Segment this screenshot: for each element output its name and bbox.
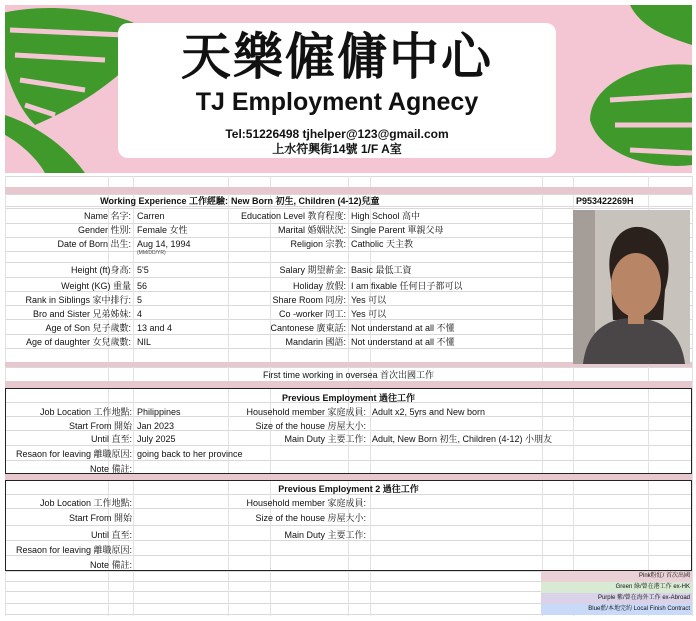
start-value: Jan 2023: [137, 421, 175, 431]
separator-row: [5, 187, 692, 194]
profile-field-value: 13 and 4: [137, 323, 173, 333]
profile-field-value: Female 女性: [137, 225, 188, 235]
job-location-label: Job Location 工作地點:: [39, 498, 132, 508]
note-label: Note 備註:: [89, 560, 132, 570]
until-label: Until 直至:: [90, 530, 132, 540]
profile-field-label: Rank in Siblings 家中排行:: [25, 295, 131, 305]
reason-value: going back to her province: [137, 449, 243, 459]
profile-field-label: Height (ft)身高:: [70, 265, 131, 275]
working-experience-value: New Born 初生, Children (4-12)兒童: [231, 196, 380, 206]
profile-field-value: Not understand at all 不懂: [351, 323, 455, 333]
start-label: Start From 開始: [68, 513, 132, 523]
reference-code: P953422269H: [576, 196, 634, 206]
separator-row: [5, 381, 692, 388]
monstera-leaf-icon: [570, 5, 692, 173]
profile-field-value: 4: [137, 309, 143, 319]
agency-contact: Tel:51226498 tjhelper@123@gmail.com: [225, 127, 449, 141]
profile-field-label: Mandarin 國語:: [285, 337, 346, 347]
reason-label: Resaon for leaving 離職原因:: [15, 545, 132, 555]
agency-english-title: TJ Employment Agnecy: [195, 88, 479, 116]
profile-field-value: Yes 可以: [351, 309, 387, 319]
profile-field-label: Co -worker 同工:: [278, 309, 346, 319]
main-duty-value: Adult, New Born 初生, Children (4-12) 小朋友: [372, 434, 553, 444]
profile-field-label: Marital 婚姻狀況:: [277, 225, 346, 235]
previous-employment-title: Previous Employment 過往工作: [281, 393, 416, 403]
main-duty-label: Main Duty 主要工作:: [284, 434, 366, 444]
profile-field-label: Salary 期望薪金:: [279, 265, 346, 275]
profile-field-label: Share Room 同房:: [272, 295, 346, 305]
grid-column-line: [692, 176, 693, 616]
profile-field-value: 56: [137, 281, 148, 291]
legend-item: Blue藍/本地完約 Local Finish Contract: [541, 604, 692, 615]
date-format-hint: (MM/DD/YR): [137, 250, 166, 256]
until-value: July 2025: [137, 434, 176, 444]
profile-field-value: NIL: [137, 337, 152, 347]
profile-field-label: Cantonese 廣東話:: [270, 323, 346, 333]
profile-field-value: Aug 14, 1994: [137, 239, 191, 249]
profile-field-value: 5: [137, 295, 143, 305]
job-location-value: Philippines: [137, 407, 181, 417]
legend-item: Pink粉紅/ 首次出國: [541, 571, 692, 582]
first-time-note: First time working in oversea 首次出國工作: [262, 370, 435, 380]
reason-label: Resaon for leaving 離職原因:: [15, 449, 132, 459]
profile-field-value: High School 高中: [351, 211, 421, 221]
household-label: Household member 家庭成員:: [246, 407, 366, 417]
profile-field-value: Catholic 天主教: [351, 239, 414, 249]
title-card: [118, 23, 556, 158]
note-label: Note 備註:: [89, 464, 132, 474]
profile-field-value: Yes 可以: [351, 295, 387, 305]
household-label: Household member 家庭成員:: [246, 498, 366, 508]
agency-address: 上水符興街14號 1/F A室: [272, 142, 402, 156]
profile-field-label: Age of Son 兒子歲數:: [45, 323, 131, 333]
previous-employment-2-title: Previous Employment 2 過往工作: [278, 484, 419, 494]
profile-field-label: Religion 宗教:: [290, 239, 346, 249]
profile-field-label: Date of Born 出生:: [57, 239, 131, 249]
main-duty-label: Main Duty 主要工作:: [284, 530, 366, 540]
working-experience-label: Working Experience 工作經驗:: [100, 196, 228, 206]
until-label: Until 直至:: [90, 434, 132, 444]
start-label: Start From 開始: [68, 421, 132, 431]
profile-field-label: Name 名字:: [83, 211, 131, 221]
profile-field-label: Age of daughter 女兒歲數:: [25, 337, 131, 347]
profile-field-label: Bro and Sister 兄弟姊妹:: [32, 309, 131, 319]
job-location-label: Job Location 工作地點:: [39, 407, 132, 417]
profile-field-label: Weight (KG) 重量: [61, 281, 131, 291]
profile-field-value: 5'5: [137, 265, 149, 275]
profile-field-value: Single Parent 單親父母: [351, 225, 444, 235]
profile-field-value: Not understand at all 不懂: [351, 337, 455, 347]
candidate-photo: [573, 210, 690, 364]
household-value: Adult x2, 5yrs and New born: [372, 407, 486, 417]
agency-chinese-title: 天樂僱傭中心: [181, 28, 493, 86]
profile-field-label: Education Level 教育程度:: [240, 211, 346, 221]
legend-item: Green 綠/曾在港工作 ex-HK: [541, 582, 692, 593]
profile-field-value: Carren: [137, 211, 165, 221]
house-size-label: Size of the house 房屋大小:: [255, 421, 366, 431]
house-size-label: Size of the house 房屋大小:: [255, 513, 366, 523]
legend-item: Purple 紫/曾在海外工作 ex-Abroad: [541, 593, 692, 604]
profile-field-value: I am fixable 任何日子都可以: [351, 281, 463, 291]
profile-field-label: Holiday 放假:: [292, 281, 346, 291]
profile-field-label: Gender 性別:: [77, 225, 131, 235]
profile-field-value: Basic 最低工資: [351, 265, 412, 275]
